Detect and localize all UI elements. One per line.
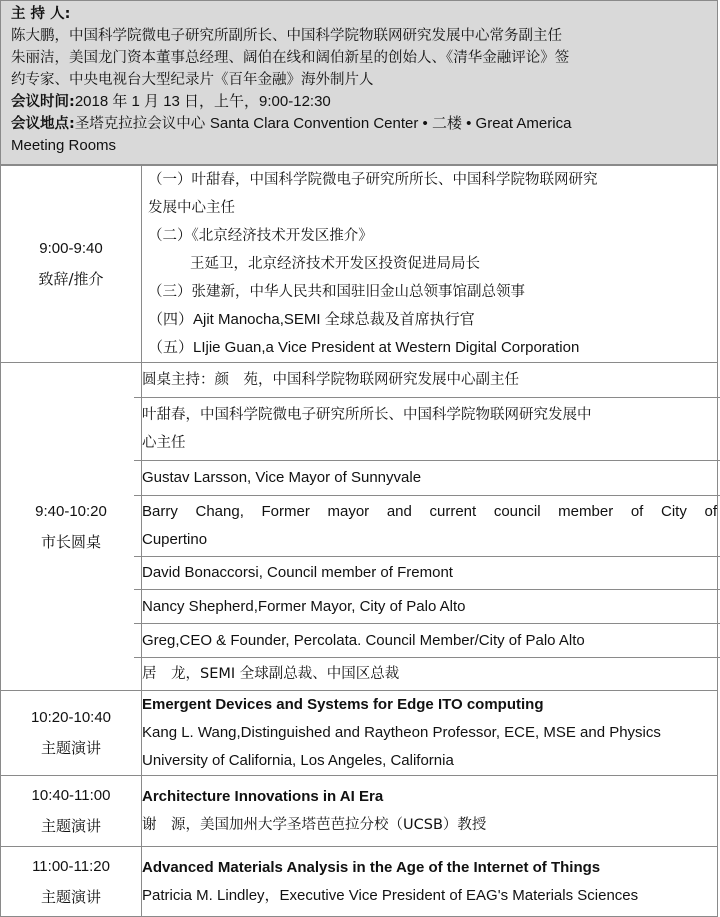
session-row bbox=[1, 166, 718, 363]
meeting-time-label: 会议时间: bbox=[11, 94, 75, 110]
talk-affiliation: University of California, Los Angeles, California bbox=[142, 752, 454, 769]
session-label: 主题演讲 bbox=[40, 887, 101, 906]
host-line-1: 陈大鹏，中国科学院微电子研究所副所长、中国科学院物联网研究发展中心常务副主任 bbox=[11, 28, 562, 44]
talk-speaker: 谢 源，美国加州大学圣塔芭芭拉分校（UCSB）教授 bbox=[142, 817, 487, 833]
session-time-cell bbox=[1, 847, 142, 917]
panel-member-line: 心主任 bbox=[142, 435, 186, 451]
meeting-place bbox=[11, 113, 711, 135]
session-time-cell bbox=[1, 363, 142, 691]
session-item: 发展中心主任 bbox=[148, 200, 235, 216]
schedule-table bbox=[0, 165, 718, 917]
host-line-3: 约专家、中央电视台大型纪录片《百年金融》海外制片人 bbox=[11, 72, 374, 88]
panel-member bbox=[134, 397, 720, 460]
session-label: 市长圆桌 bbox=[40, 532, 101, 551]
session-time-cell bbox=[1, 691, 142, 776]
session-label: 主题演讲 bbox=[40, 817, 101, 835]
session-label: 主题演讲 bbox=[40, 739, 101, 757]
talk-title: Architecture Innovations in AI Era bbox=[142, 788, 384, 805]
meeting-time bbox=[11, 91, 711, 113]
meeting-time-value: 2018 年 1 月 13 日，上午，9:00-12:30 bbox=[74, 93, 331, 110]
meeting-info-header bbox=[0, 0, 718, 165]
panel-member: Greg,CEO & Founder, Percolata. Council Member/City of Palo Alto bbox=[134, 623, 720, 657]
talk-speaker: Patricia M. Lindley，Executive Vice President of EAG's Materials Sciences bbox=[142, 886, 639, 904]
host-line-2: 朱丽洁，美国龙门资本董事总经理、阔伯在线和阔伯新星的创始人、《清华金融评论》签 bbox=[11, 50, 570, 66]
session-row bbox=[1, 691, 718, 776]
session-label: 致辞/推介 bbox=[38, 270, 104, 288]
session-time-cell bbox=[1, 776, 142, 847]
session-item: （二）《北京经济技术开发区推介》 bbox=[148, 228, 373, 244]
session-body bbox=[142, 691, 718, 776]
meeting-place-cn: 圣塔克拉拉会议中心 bbox=[74, 116, 206, 132]
meeting-place-en: Santa Clara Convention Center • 二楼 • Great America bbox=[209, 115, 572, 132]
session-body bbox=[142, 166, 718, 363]
panel-member-line: Barry Chang, Former mayor and current council member of City of bbox=[142, 503, 717, 520]
session-row bbox=[1, 776, 718, 847]
session-row bbox=[1, 847, 718, 917]
session-row bbox=[1, 363, 718, 691]
session-time: 10:20-10:40 bbox=[30, 709, 112, 726]
panel-member: David Bonaccorsi, Council member of Fremont bbox=[134, 556, 720, 589]
session-item: （五）LIjie Guan,a Vice President at Western Digital Corporation bbox=[148, 339, 580, 356]
session-item: （四）Ajit Manocha,SEMI 全球总裁及首席执行官 bbox=[148, 311, 475, 328]
session-body bbox=[142, 776, 718, 847]
session-item: （一）叶甜春，中国科学院微电子研究所所长、中国科学院物联网研究 bbox=[148, 172, 598, 188]
panel-member: Gustav Larsson, Vice Mayor of Sunnyvale bbox=[134, 460, 720, 495]
panel-member: 居 龙，SEMI 全球副总裁、中国区总裁 bbox=[134, 657, 720, 690]
meeting-place-label: 会议地点: bbox=[11, 116, 75, 132]
session-body bbox=[142, 847, 718, 917]
talk-title: Emergent Devices and Systems for Edge ITO computing bbox=[142, 696, 544, 713]
session-body bbox=[142, 363, 718, 691]
panel-member: Nancy Shepherd,Former Mayor, City of Palo Alto bbox=[134, 589, 720, 623]
talk-title: Advanced Materials Analysis in the Age of the Internet of Things bbox=[142, 858, 601, 876]
panel-member bbox=[134, 495, 720, 556]
session-time: 9:00-9:40 bbox=[39, 240, 103, 257]
meeting-place-en-2: Meeting Rooms bbox=[11, 137, 117, 154]
session-item: （三）张建新，中华人民共和国驻旧金山总领事馆副总领事 bbox=[148, 284, 525, 300]
session-time-cell bbox=[1, 166, 142, 363]
panel-moderator: 圆桌主持：颜 苑，中国科学院物联网研究发展中心副主任 bbox=[142, 372, 519, 388]
session-item: 王延卫，北京经济技术开发区投资促进局局长 bbox=[190, 256, 480, 272]
session-time: 11:00-11:20 bbox=[32, 857, 110, 875]
session-time: 9:40-10:20 bbox=[35, 502, 107, 520]
talk-speaker: Kang L. Wang,Distinguished and Raytheon Professor, ECE, MSE and Physics bbox=[142, 724, 661, 741]
host-label: 主 持 人: bbox=[11, 6, 71, 22]
panel-member-line: 叶甜春，中国科学院微电子研究所所长、中国科学院物联网研究发展中 bbox=[142, 407, 592, 423]
panel-member-line: Cupertino bbox=[142, 531, 208, 548]
session-time: 10:40-11:00 bbox=[31, 787, 111, 804]
